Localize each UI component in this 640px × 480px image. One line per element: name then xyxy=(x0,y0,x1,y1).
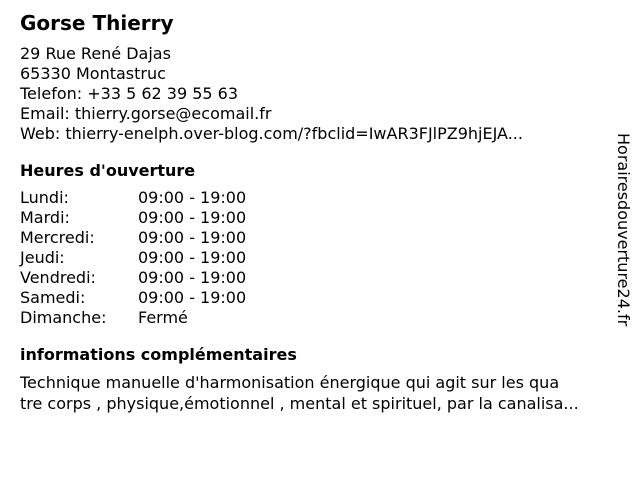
hours-title: Heures d'ouverture xyxy=(20,161,196,180)
time-value: 09:00 - 19:00 xyxy=(138,208,247,227)
watermark-container xyxy=(612,133,634,373)
time-value: 09:00 - 19:00 xyxy=(138,268,247,287)
hours-row-tuesday xyxy=(20,208,620,228)
business-card xyxy=(20,10,620,414)
info-line-1: Technique manuelle d'harmonisation énergique qui agit sur les qua xyxy=(20,373,560,392)
day-label: Vendredi: xyxy=(20,268,96,287)
hours-row-wednesday xyxy=(20,228,620,248)
hours-row-saturday xyxy=(20,288,620,308)
info-title: informations complémentaires xyxy=(20,345,297,364)
time-value: 09:00 - 19:00 xyxy=(138,248,247,267)
business-name: Gorse Thierry xyxy=(20,11,174,35)
info-description xyxy=(20,372,630,414)
hours-row-friday xyxy=(20,268,620,288)
address-line-2: 65330 Montastruc xyxy=(20,64,166,83)
hours-row-sunday xyxy=(20,308,620,328)
time-value: 09:00 - 19:00 xyxy=(138,228,247,247)
web-line: Web: thierry-enelph.over-blog.com/?fbclid=IwAR3FJlPZ9hjEJA... xyxy=(20,124,523,143)
email-line: Email: thierry.gorse@ecomail.fr xyxy=(20,104,272,123)
time-value: 09:00 - 19:00 xyxy=(138,288,247,307)
time-value: Fermé xyxy=(138,308,188,327)
day-label: Jeudi: xyxy=(20,248,65,267)
phone-line: Telefon: +33 5 62 39 55 63 xyxy=(20,84,239,103)
address-line-1: 29 Rue René Dajas xyxy=(20,44,171,63)
day-label: Lundi: xyxy=(20,188,69,207)
hours-table xyxy=(20,188,620,328)
day-label: Mardi: xyxy=(20,208,70,227)
day-label: Dimanche: xyxy=(20,308,107,327)
info-line-2: tre corps , physique,émotionnel , mental et spirituel, par la canalisa... xyxy=(20,394,579,413)
hours-row-monday xyxy=(20,188,620,208)
hours-row-thursday xyxy=(20,248,620,268)
site-watermark: Horairesdouverture24.fr xyxy=(614,133,633,327)
time-value: 09:00 - 19:00 xyxy=(138,188,247,207)
day-label: Mercredi: xyxy=(20,228,95,247)
day-label: Samedi: xyxy=(20,288,86,307)
